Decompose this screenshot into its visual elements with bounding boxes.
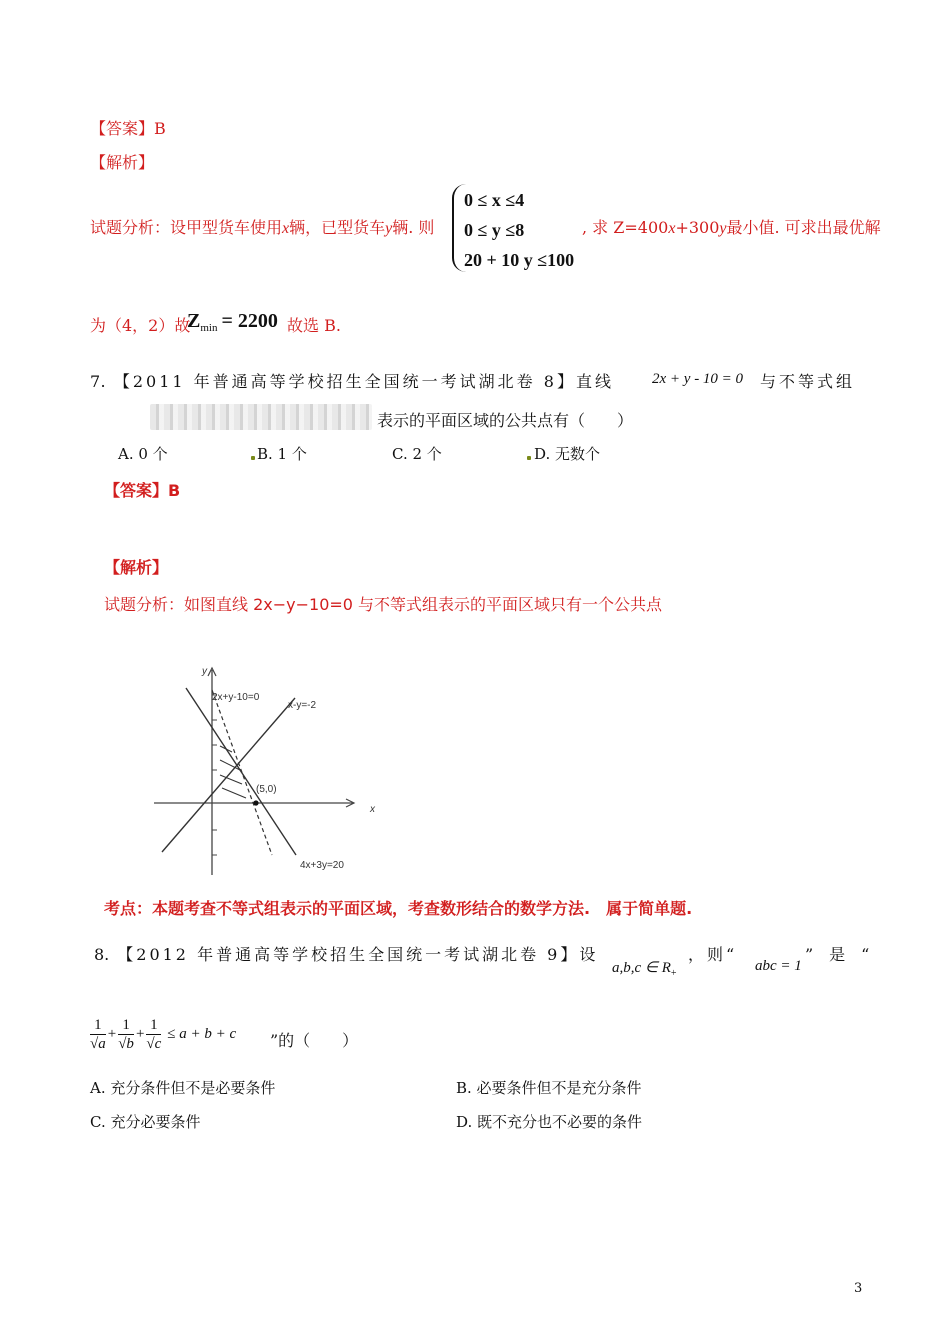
q7-kaodian: 考点：本题考查不等式组表示的平面区域，考查数形结合的数学方法. 属于简单题. [104, 899, 693, 918]
q7-line2: 表示的平面区域的公共点有（ ） [377, 411, 634, 430]
region-graph [150, 660, 380, 880]
q7-option-c: C. 2 个 [392, 445, 442, 463]
page-number: 3 [854, 1281, 863, 1296]
q7-analysis-label: 【解析】 [104, 558, 169, 577]
marker-dot [527, 456, 531, 460]
q6-objective: , 求 Z=400x+300y最小值. 可求出最优解 [582, 218, 881, 237]
q7-heading: 7. 【2011 年普通高等学校招生全国统一考试湖北卷 8】直线 [90, 372, 614, 391]
q8-middle: ，则“ [688, 945, 738, 964]
q8-expression: $\frac{1}{√a}$ + $\frac{1}{√b}$ + $\frac{1}{√c}$ ≤ a + b + c [90, 1017, 237, 1052]
q6-choose-b: 故选 B. [287, 316, 341, 335]
point-5-0 [253, 800, 258, 805]
q8-vars: a,b,c ∈ $R_+$ [612, 960, 677, 979]
marker-dot [251, 456, 255, 460]
frac-a: $\frac{1}{√a}$ [90, 1017, 106, 1052]
q6-analysis-text: 试题分析：设甲型货车使用x辆，已型货车y辆. 则 [90, 218, 435, 237]
q7-option-b: B. 1 个 [257, 445, 307, 463]
inequality-system-image [150, 404, 372, 430]
q7-analysis-text: 试题分析：如图直线 2x−y−10=0 与不等式组表示的平面区域只有一个公共点 [104, 595, 663, 614]
q6-analysis-label: 【解析】 [90, 153, 155, 172]
label-line3: 4x+3y=20 [300, 860, 344, 871]
frac-c: $\frac{1}{√c}$ [146, 1017, 162, 1052]
q8-heading: 8. 【2012 年普通高等学校招生全国统一考试湖北卷 9】设 [94, 945, 599, 964]
q7-equation: 2x + y - 10 = 0 [652, 371, 744, 387]
line-2x-y-dashed [212, 690, 272, 855]
q8-option-a: A. 充分条件但不是必要条件 [90, 1079, 276, 1097]
q8-end: ”是“ [805, 945, 886, 964]
q7-option-a: A. 0 个 [118, 445, 168, 463]
system-line-3: 20 + 10 y ≤100 [464, 250, 575, 270]
system-line-1: 0 ≤ x ≤4 [464, 190, 525, 210]
q8-condition: abc = 1 [755, 958, 802, 974]
label-line2: x-y=-2 [288, 700, 317, 711]
label-y: y [202, 666, 207, 677]
q8-option-d: D. 既不充分也不必要的条件 [456, 1113, 643, 1131]
z-min-expression: $Z_{min} = 2200$ [187, 310, 278, 335]
q7-after-eq: 与不等式组 [760, 372, 856, 391]
y-ticks [212, 695, 217, 855]
label-point: (5,0) [256, 784, 277, 795]
label-line1: 2x+y-10=0 [212, 692, 260, 703]
frac-b: $\frac{1}{√b}$ [118, 1017, 134, 1052]
q8-option-b: B. 必要条件但不是充分条件 [456, 1079, 642, 1097]
label-x: x [370, 804, 375, 815]
q7-option-d: D. 无数个 [534, 445, 601, 463]
q6-conclusion: 为（4，2）故 [90, 316, 191, 335]
line-x-minus-y [162, 698, 295, 852]
q7-answer-label: 【答案】B [104, 481, 181, 500]
q6-answer-label: 【答案】B [90, 119, 166, 138]
q8-option-c: C. 充分必要条件 [90, 1113, 201, 1131]
q8-tail: ”的（ ） [270, 1031, 359, 1050]
system-line-2: 0 ≤ y ≤8 [464, 220, 525, 240]
